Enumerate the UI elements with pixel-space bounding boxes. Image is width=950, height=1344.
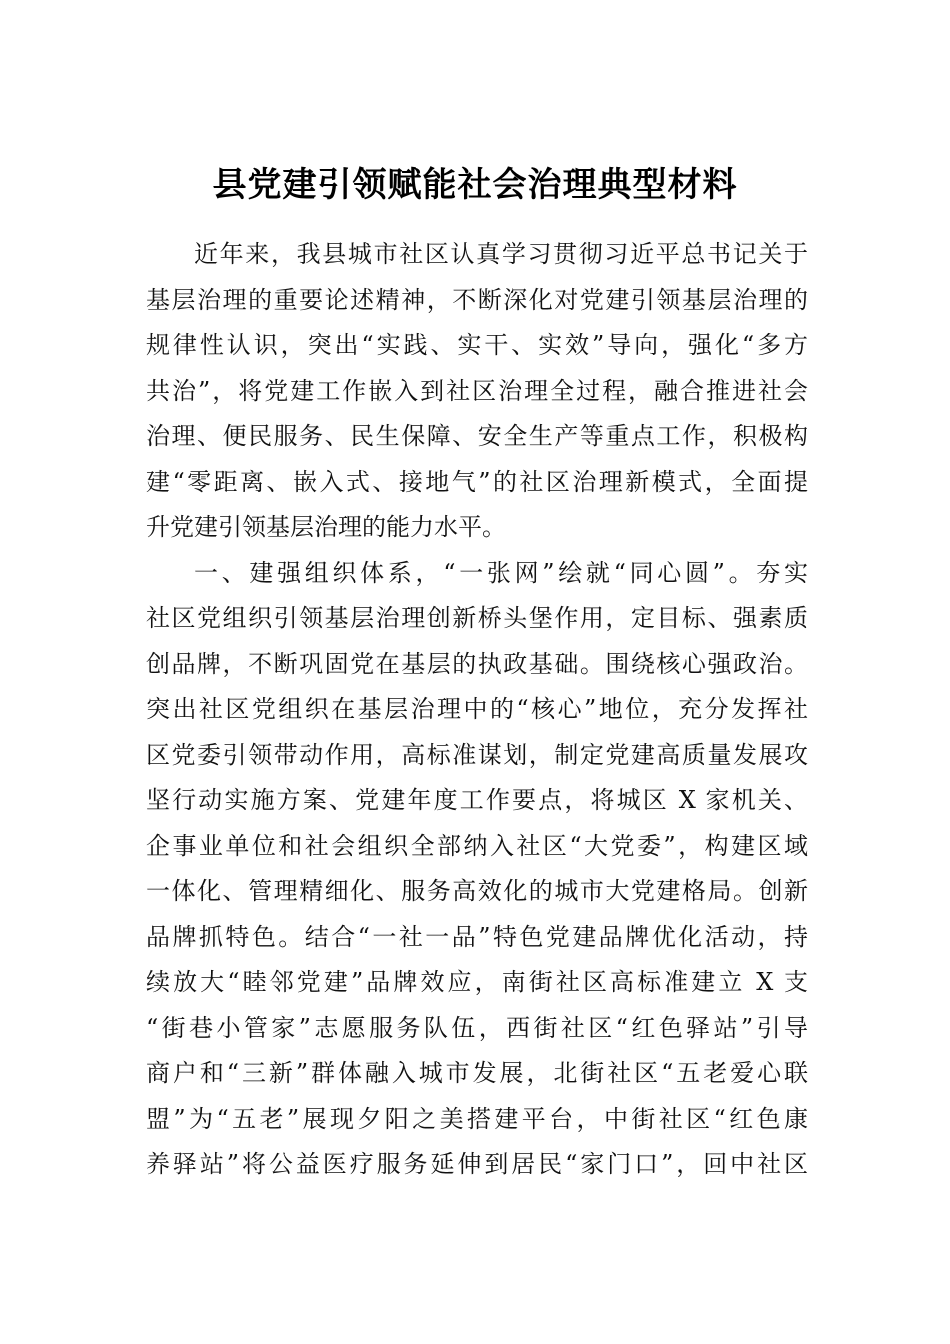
text-line: 盟”为“五老”展现夕阳之美搭建平台，中街社区“红色康 — [146, 1104, 808, 1133]
paragraph-section-one — [146, 551, 808, 1188]
text-line: 商户和“三新”群体融入城市发展，北街社区“五老爱心联 — [146, 1059, 808, 1087]
text-line: 建“零距离、嵌入式、接地气”的社区治理新模式，全面提 — [146, 467, 808, 496]
text-line: 治理、便民服务、民生保障、安全生产等重点工作，积极构 — [146, 422, 808, 450]
text-line: 近年来，我县城市社区认真学习贯彻习近平总书记关于 — [194, 240, 808, 268]
text-line: 规律性认识，突出“实践、实干、实效”导向，强化“多方 — [146, 331, 808, 359]
text-line: 升党建引领基层治理的能力水平。 — [146, 513, 506, 541]
text-line: “街巷小管家”志愿服务队伍，西街社区“红色驿站”引导 — [146, 1013, 808, 1042]
text-line: 续放大“睦邻党建”品牌效应，南街社区高标准建立 X 支 — [146, 968, 808, 996]
text-line: 品牌抓特色。结合“一社一品”特色党建品牌优化活动，持 — [146, 922, 808, 951]
text-line: 社区党组织引领基层治理创新桥头堡作用，定目标、强素质 — [146, 604, 808, 632]
text-line: 企事业单位和社会组织全部纳入社区“大党委”，构建区域 — [146, 831, 808, 860]
text-line: 区党委引领带动作用，高标准谋划，制定党建高质量发展攻 — [146, 740, 808, 769]
text-line: 坚行动实施方案、党建年度工作要点，将城区 X 家机关、 — [146, 786, 808, 814]
document-title: 县党建引领赋能社会治理典型材料 — [212, 165, 738, 205]
text-line: 一体化、管理精细化、服务高效化的城市大党建格局。创新 — [146, 877, 808, 905]
text-line: 共治”，将党建工作嵌入到社区治理全过程，融合推进社会 — [146, 376, 808, 405]
text-line: 基层治理的重要论述精神，不断深化对党建引领基层治理的 — [146, 285, 808, 314]
document-body — [146, 232, 808, 1188]
paragraph-intro — [146, 232, 808, 551]
text-line: 一、建强组织体系，“一张网”绘就“同心圆”。夯实 — [194, 558, 808, 587]
text-line: 养驿站”将公益医疗服务延伸到居民“家门口”，回中社区 — [146, 1150, 808, 1178]
text-line: 创品牌，不断巩固党在基层的执政基础。围绕核心强政治。 — [146, 649, 808, 678]
text-line: 突出社区党组织在基层治理中的“核心”地位，充分发挥社 — [146, 695, 808, 723]
